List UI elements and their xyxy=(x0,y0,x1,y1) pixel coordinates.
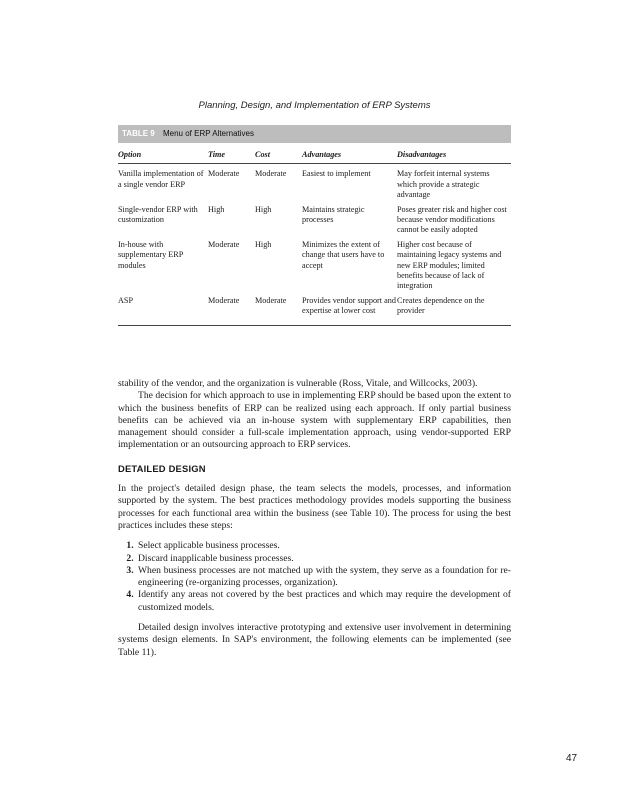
erp-alternatives-table xyxy=(118,148,511,326)
table-header-row xyxy=(118,148,511,164)
cell-option: Vanilla implementation of a single vendor ERP xyxy=(118,169,204,189)
cell-disadvantages: Poses greater risk and higher cost because vendor modifications cannot be easily adopted xyxy=(397,204,507,235)
paragraph-continued: stability of the vendor, and the organization is vulnerable (Ross, Vitale, and Willcocks, 2003). xyxy=(118,378,478,389)
table-row xyxy=(118,295,511,325)
header-time: Time xyxy=(208,148,255,164)
cell-time: Moderate xyxy=(208,295,255,325)
paragraph-approach-decision: The decision for which approach to use in implementing ERP should be based upon the extent to which the business benefits of ERP can be realized using each approach. If only partial business benefits can be achieved via an in-house system with supplementary ERP capabilities, then management should consider a full-scale implementation approach, using vendor-supported ERP implementation or an outsourcing approach to ERP services. xyxy=(118,390,511,451)
cell-option: In-house with supplementary ERP modules xyxy=(118,239,183,270)
header-cost: Cost xyxy=(255,148,302,164)
cell-time: High xyxy=(208,204,225,214)
paragraph-detailed-design: In the project's detailed design phase, the team selects the models, processes, and information supported by the system. The best practices methodology provides models supporting the business processes for each functional area within the business (see Table 10). The process for using the best practices includes these steps: xyxy=(118,483,511,531)
header-option: Option xyxy=(118,148,208,164)
cell-option: Single-vendor ERP with customization xyxy=(118,204,198,225)
cell-advantages: Easiest to implement xyxy=(302,169,371,179)
table-label: TABLE 9 xyxy=(122,129,155,138)
table-title: Menu of ERP Alternatives xyxy=(162,129,254,138)
list-item: 2. Discard inapplicable business processes. xyxy=(136,553,511,565)
table-row xyxy=(118,204,511,239)
cell-time: Moderate xyxy=(208,169,240,179)
section-heading: DETAILED DESIGN xyxy=(118,462,206,474)
cell-advantages: Provides vendor support and expertise at lower cost xyxy=(302,295,397,325)
list-item: 4. Identify any areas not covered by the best practices and which may require the development of customized models. xyxy=(136,589,511,614)
paragraph-prototyping: Detailed design involves interactive prototyping and extensive user involvement in determining systems design elements. In SAP's environment, the following elements can be implemented (see Table 11). xyxy=(118,622,511,658)
cell-cost: High xyxy=(255,239,272,249)
running-head: Planning, Design, and Implementation of ERP Systems xyxy=(198,100,431,111)
cell-cost: High xyxy=(255,204,272,214)
page-number: 47 xyxy=(566,753,578,764)
table-row xyxy=(118,239,511,295)
cell-disadvantages: Higher cost because of maintaining legacy systems and new ERP modules; limited benefits because of lack of integration xyxy=(397,239,502,291)
cell-cost: Moderate xyxy=(255,295,302,325)
table-caption xyxy=(118,125,511,143)
cell-time: Moderate xyxy=(208,239,240,249)
steps-list xyxy=(118,540,511,614)
cell-advantages: Maintains strategic processes xyxy=(302,204,365,225)
cell-option: ASP xyxy=(118,295,208,325)
list-item: 3. When business processes are not matched up with the system, they serve as a foundation for re-engineering (re-organizing processes, organization). xyxy=(136,565,511,590)
body-text xyxy=(118,378,511,659)
list-item: 1. Select applicable business processes. xyxy=(136,540,511,552)
cell-cost: Moderate xyxy=(255,169,287,179)
header-advantages: Advantages xyxy=(302,148,397,164)
cell-advantages: Minimizes the extent of change that users have to accept xyxy=(302,239,385,270)
header-disadvantages: Disadvantages xyxy=(397,148,511,164)
cell-disadvantages: Creates dependence on the provider xyxy=(397,295,511,325)
cell-disadvantages: May forfeit internal systems which provide a strategic advantage xyxy=(397,169,490,200)
table-row xyxy=(118,164,511,204)
